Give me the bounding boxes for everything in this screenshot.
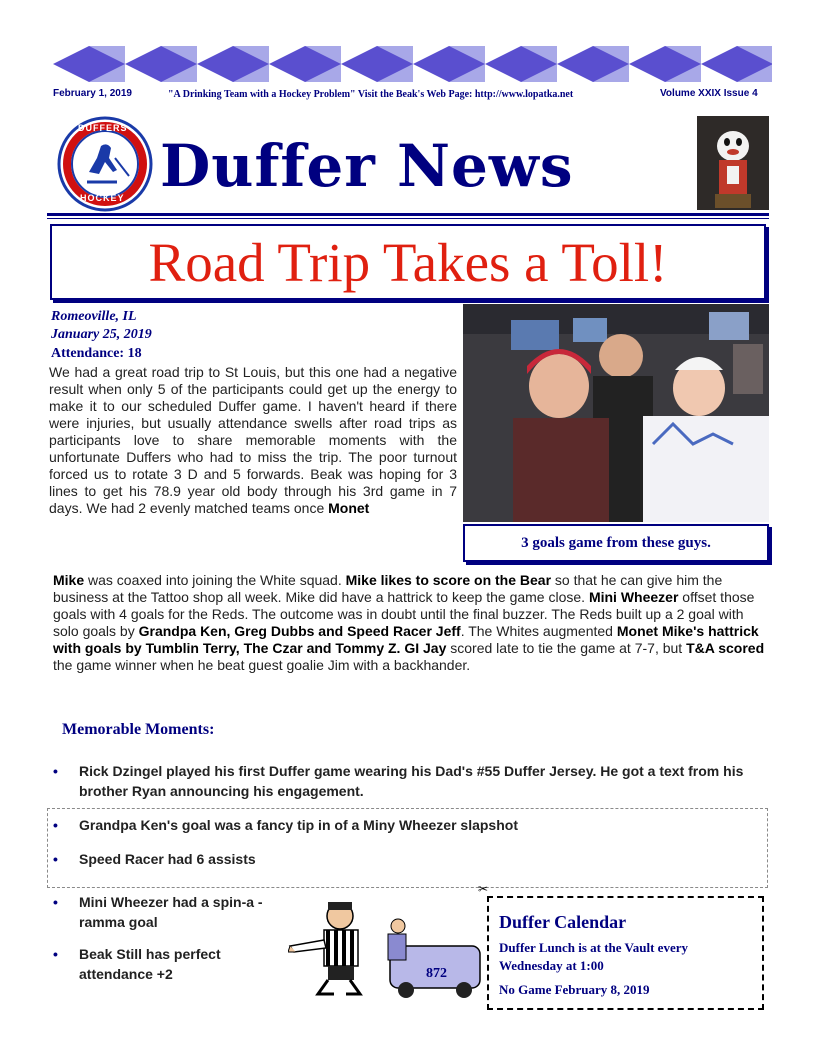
list-item [53,892,284,932]
masthead-rule-thin [47,218,769,219]
text-run: the game winner when he beat guest goalie Jim with a backhander. [53,657,471,673]
bullet-icon: • [53,851,58,867]
photo-caption: 3 goals game from these guys. [521,534,711,551]
bullet-icon: • [53,946,58,962]
volume-issue: Volume XXIX Issue 4 [660,88,758,99]
masthead-rule [47,213,769,216]
tagline: "A Drinking Team with a Hockey Problem" Visit the Beak's Web Page: http://www.lopatka.net [168,89,574,100]
issue-date: February 1, 2019 [53,88,132,99]
text-bold: Mike [53,572,85,588]
referee-zamboni-cartoon [288,890,488,1000]
list-item-text: Speed Racer had 6 assists [79,851,256,867]
calendar-title: Duffer Calendar [499,912,627,932]
bullet-icon: • [53,817,58,833]
list-item [53,761,749,801]
text-run: so that he can give him the business at the Tattoo shop all week. Mike did have a hattrick to keep the game close. [53,572,723,605]
article-column-text [49,364,457,517]
list-item-text: Rick Dzingel played his first Duffer game wearing his Dad's #55 Duffer Jersey. He got a text from his brother Ryan announcing his engagement. [79,763,744,799]
zamboni-number: 872 [426,966,447,981]
article-full-width-text [53,572,768,674]
photo-caption-box [463,524,769,562]
mascot-photo [697,116,769,210]
article-attendance: Attendance: 18 [51,346,142,361]
text-run: . The Whites augmented [460,623,617,639]
memorable-moments-title: Memorable Moments: [62,721,215,738]
calendar-lunch: Duffer Lunch is at the Vault every Wednesday at 1:00 [499,940,688,973]
text-run: offset those goals with 4 goals for the Reds. The outcome was in doubt until the final buzzer. The Reds built up a 2 goal with solo goals by [53,589,755,639]
bullet-icon: • [53,763,58,779]
article-column-body: We had a great road trip to St Louis, but this one had a negative result when only 5 of the participants could get up the energy to make it to our scheduled Duffer game. I haven't heard if there were injuries, but usually attendance swells after road trips as participants love to share memorable moments with the unfortunate Duffers who had to miss the trip. The poor turnout forced us to rotate 3 D and 5 forwards. Beak was hoping for 3 lines to get his 78.9 year old body through his 3rd game in 7 days. We had 2 evenly matched teams once [49,364,457,516]
article-column-bold: Monet [328,500,370,516]
masthead-title: Duffer News [160,132,574,200]
list-item-text: Mini Wheezer had a spin-a -ramma goal [79,894,263,930]
headline: Road Trip Takes a Toll! [148,231,668,293]
headline-box [50,224,766,300]
logo-text-bottom: HOCKEY [80,193,125,203]
calendar-box [487,896,764,1010]
list-item-text: Beak Still has perfect attendance +2 [79,946,221,982]
text-bold: Mike likes to score on the Bear [345,572,552,588]
decorative-banner [53,46,772,82]
list-item-text: Grandpa Ken's goal was a fancy tip in of a Miny Wheezer slapshot [79,817,518,833]
article-location: Romeoville, IL [51,309,137,324]
list-item [53,849,749,869]
article-date: January 25, 2019 [51,327,152,342]
text-bold: Grandpa Ken, Greg Dubbs and Speed Racer Jeff [138,623,461,639]
list-item [53,815,749,835]
text-run: was coaxed into joining the White squad. [84,572,346,588]
text-bold: Mini Wheezer [588,589,679,605]
list-item [53,944,284,984]
bullet-icon: • [53,894,58,910]
team-photo [463,304,769,522]
logo-text-top: DUFFERS [78,123,128,133]
text-bold: T&A scored [686,640,765,656]
text-run: scored late to tie the game at 7-7, but [446,640,687,656]
text-bold: Monet Mike's hattrick with goals by Tumblin Terry, The Czar and Tommy Z. GI Jay [53,623,759,656]
scissors-icon: ✂ [478,882,489,896]
calendar-no-game: No Game February 8, 2019 [499,982,650,997]
